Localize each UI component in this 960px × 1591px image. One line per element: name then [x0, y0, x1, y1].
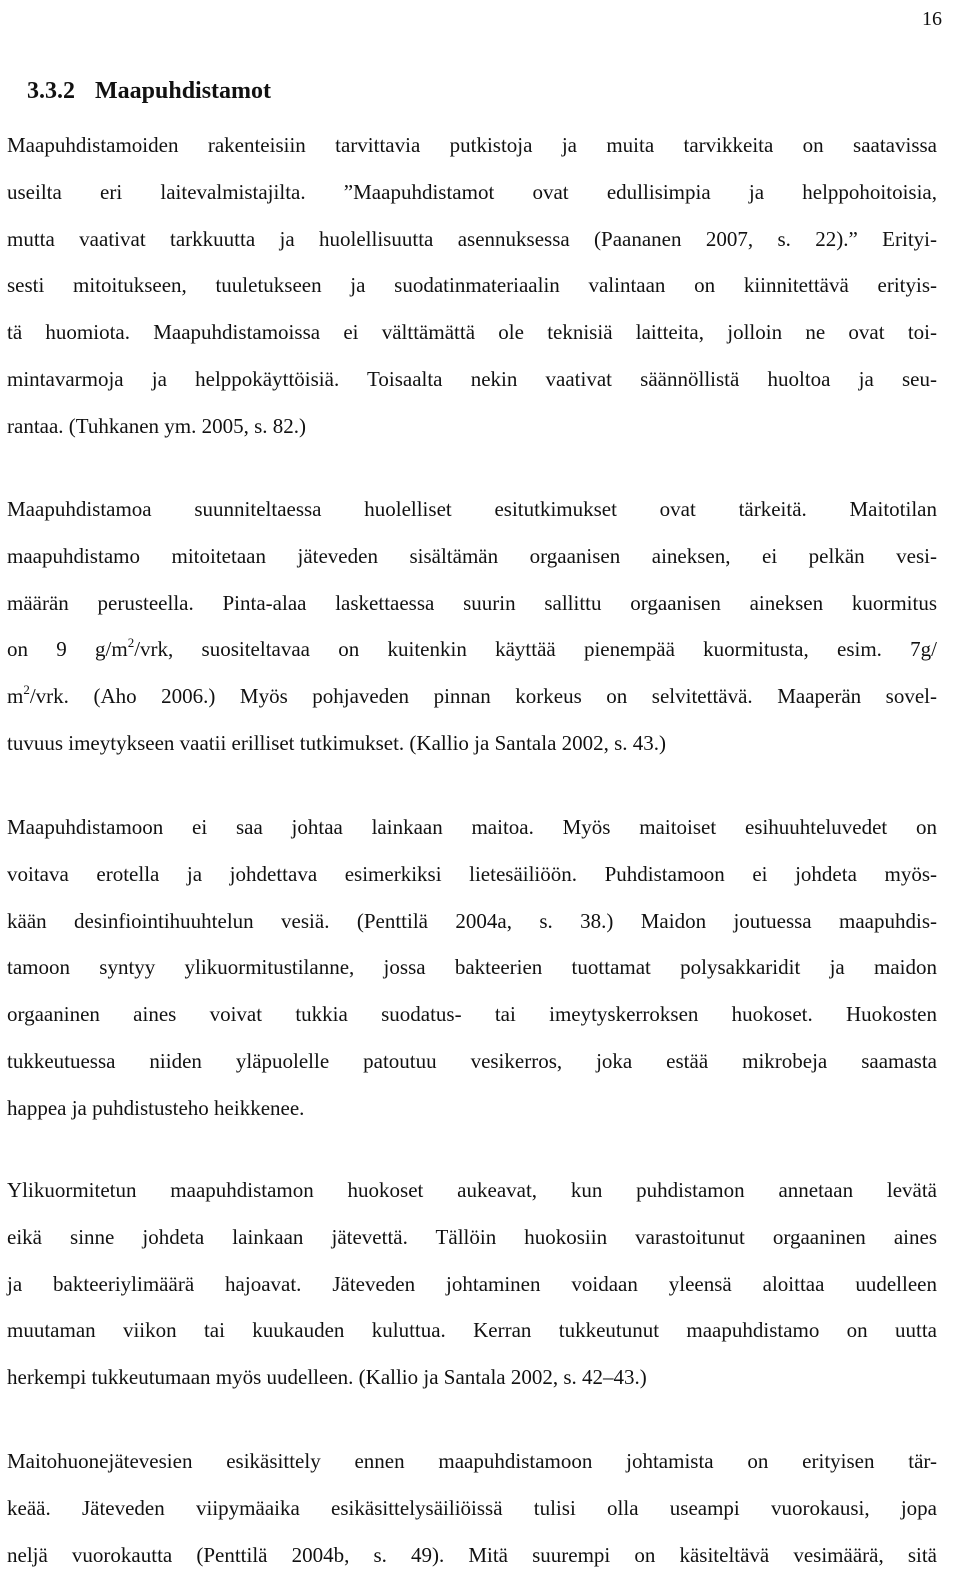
- paragraph-line: maapuhdistamo mitoitetaan jäteveden sisältämän orgaanisen aineksen, ei pelkän vesi-: [7, 543, 937, 568]
- paragraph-line: voitava erotella ja johdettava esimerkiksi lietesäiliöön. Puhdistamoon ei johdeta myös-: [7, 861, 937, 886]
- paragraph-line: muutaman viikon tai kuukauden kuluttua. Kerran tukkeutunut maapuhdistamo on uutta: [7, 1318, 937, 1343]
- paragraph-line: tukkeutuessa niiden yläpuolelle patoutuu vesikerros, joka estää mikrobeja saamasta: [7, 1048, 937, 1073]
- paragraph-line: [7, 673, 937, 720]
- paragraph-line: Maapuhdistamoiden rakenteisiin tarvittavia putkistoja ja muita tarvikkeita on saatavissa: [7, 133, 937, 157]
- paragraph-line: Maapuhdistamoon ei saa johtaa lainkaan maitoa. Myös maitoiset esihuuhteluvedet on: [7, 815, 937, 839]
- paragraph-line: happea ja puhdistusteho heikkenee.: [7, 1095, 305, 1120]
- paragraph-line: määrän perusteella. Pinta-alaa laskettaessa suurin sallittu orgaanisen aineksen kuormitus: [7, 590, 937, 615]
- page-number: 16: [922, 8, 942, 30]
- paragraph-line: neljä vuorokautta (Penttilä 2004b, s. 49). Mitä suurempi on käsiteltävä vesimäärä, sitä: [7, 1542, 937, 1567]
- paragraph-line: Maapuhdistamoa suunniteltaessa huolelliset esitutkimukset ovat tärkeitä. Maitotilan: [7, 497, 937, 521]
- paragraph-line: [7, 626, 937, 673]
- section-number: 3.3.2: [27, 78, 75, 104]
- paragraph-3: [7, 804, 937, 1132]
- paragraph-line: Ylikuormitetun maapuhdistamon huokoset aukeavat, kun puhdistamon annetaan levätä: [7, 1178, 937, 1202]
- paragraph-1: [7, 122, 937, 450]
- line-text: on 9 g/m: [7, 637, 128, 662]
- paragraph-line: eikä sinne johdeta lainkaan jätevettä. Tällöin huokosiin varastoitunut orgaaninen aines: [7, 1224, 937, 1249]
- paragraph-line: useilta eri laitevalmistajilta. ”Maapuhdistamot ovat edullisimpia ja helppohoitoisia,: [7, 179, 937, 204]
- line-text: m: [7, 684, 24, 709]
- section-heading: [27, 76, 271, 106]
- line-text: /vrk, suositeltavaa on kuitenkin käyttää pienempää kuormitusta, esim. 7g/: [134, 637, 937, 662]
- section-title: Maapuhdistamot: [95, 78, 272, 104]
- paragraph-line: sesti mitoitukseen, tuuletukseen ja suodatinmateriaalin valintaan on kiinnitettävä erityis-: [7, 273, 937, 298]
- paragraph-line: orgaaninen aines voivat tukkia suodatus- tai imeytyskerroksen huokoset. Huokosten: [7, 1002, 937, 1027]
- paragraph-line: tamoon syntyy ylikuormitustilanne, jossa bakteerien tuottamat polysakkaridit ja maidon: [7, 955, 937, 980]
- paragraph-4: [7, 1167, 937, 1401]
- superscript: 2: [23, 682, 30, 698]
- paragraph-line: Maitohuonejätevesien esikäsittely ennen maapuhdistamoon johtamista on erityisen tär-: [7, 1449, 937, 1473]
- paragraph-line: tuvuus imeytykseen vaatii erilliset tutkimukset. (Kallio ja Santala 2002, s. 43.): [7, 730, 667, 755]
- superscript: 2: [127, 635, 135, 651]
- paragraph-line: tä huomiota. Maapuhdistamoissa ei välttämättä ole teknisiä laitteita, jolloin ne ovat toi-: [7, 320, 937, 345]
- paragraph-line: herkempi tukkeutumaan myös uudelleen. (Kallio ja Santala 2002, s. 42–43.): [7, 1365, 647, 1390]
- paragraph-5: [7, 1438, 937, 1578]
- line-text: /vrk. (Aho 2006.) Myös pohjaveden pinnan korkeus on selvitettävä. Maaperän sovel-: [29, 684, 937, 709]
- paragraph-line: ja bakteeriylimäärä hajoavat. Jäteveden johtaminen voidaan yleensä aloittaa uudelleen: [7, 1271, 937, 1296]
- paragraph-line: keää. Jäteveden viipymäaika esikäsittelysäiliöissä tulisi olla useampi vuorokausi, jopa: [7, 1495, 937, 1520]
- paragraph-line: rantaa. (Tuhkanen ym. 2005, s. 82.): [7, 413, 307, 438]
- paragraph-line: mintavarmoja ja helppokäyttöisiä. Toisaalta nekin vaativat säännöllistä huoltoa ja seu-: [7, 366, 937, 391]
- paragraph-line: kään desinfiointihuuhtelun vesiä. (Penttilä 2004a, s. 38.) Maidon joutuessa maapuhdis-: [7, 908, 937, 933]
- paragraph-2: [7, 486, 937, 767]
- paragraph-line: mutta vaativat tarkkuutta ja huolellisuutta asennuksessa (Paananen 2007, s. 22).” Erityi-: [7, 226, 937, 251]
